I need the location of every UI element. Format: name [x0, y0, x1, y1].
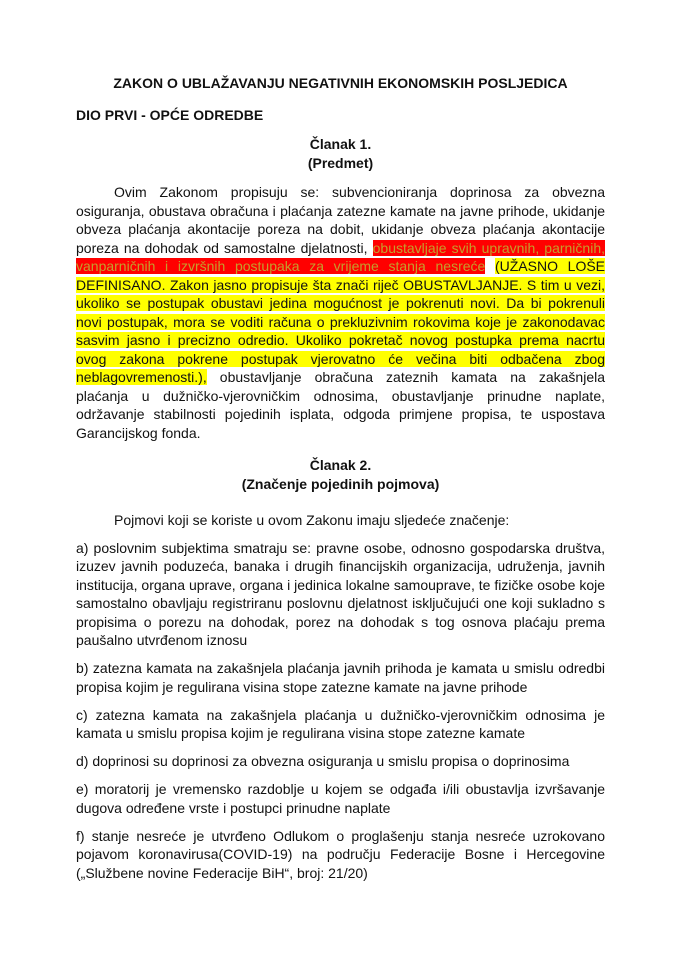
article-1-subtitle: (Predmet) — [307, 154, 374, 171]
definition-item: a) poslovnim subjektima smatraju se: pravne osobe, odnosno gospodarska društva, izuzev javnih poduzeća, banaka i drugih financijskih organizacija, udruženja, javnih institucija, organa uprave, organa i jedinica lokalne samouprave, te fizičke osobe koje samostalno obavljaju registriranu poslovnu djelatnost isključujući one koji sukladno s propisima o porezu na dohodak, porez na dohodak s tog osnova plaćaju prema paušalno utvrđenom iznosu — [76, 539, 605, 648]
document-content — [76, 74, 605, 892]
article-1-heading — [76, 135, 605, 172]
definitions-list — [76, 539, 605, 883]
definition-item: c) zatezna kamata na zakašnjela plaćanja u dužničko-vjerovničkim odnosima je kamata u smislu propisa kojim je regulirana visina stope zatezne kamate — [76, 706, 605, 741]
definition-item: d) doprinosi su doprinosi za obvezna osiguranja u smislu propisa o doprinosima — [76, 753, 570, 769]
document-title: ZAKON O UBLAŽAVANJU NEGATIVNIH EKONOMSKIH POSLJEDICA — [113, 75, 568, 91]
text-run — [485, 258, 495, 274]
text-run: obustavljanje obračuna zateznih kamata na zakašnjela plaćanja u dužničko-vjerovničkim odnosima, obustavljanje prinudne naplate, održavanje stabilnosti pojedinih isplata, odgoda primjene propisa, te uspostava Garancijskog fonda. — [76, 369, 605, 441]
definition-item: e) moratorij je vremensko razdoblje u kojem se odgađa i/ili obustavlja izvršavanje dugova određene vrste i postupci prinudne naplate — [76, 781, 605, 816]
definition-item: f) stanje nesreće je utvrđeno Odlukom o proglašenju stanja nesreće uzrokovano pojavom koronavirusa(COVID-19) na području Federacije Bosne i Hercegovine („Službene novine Federacije BiH“, broj: 21/20) — [76, 827, 605, 881]
article-1-number: Članak 1. — [309, 136, 372, 152]
article-2-heading — [76, 456, 605, 493]
part-heading: DIO PRVI - OPĆE ODREDBE — [76, 106, 264, 123]
definition-item: b) zatezna kamata na zakašnjela plaćanja javnih prihoda je kamata u smislu odredbi propisa kojim je regulirana visina stope zatezne kamate na javne prihode — [76, 660, 605, 695]
article-1-paragraph — [76, 183, 605, 442]
text-run: Ovim Zakonom propisuju se: subvencioniranja doprinosa za obvezna osiguranja, obustava obračuna i plaćanja zatezne kamate na javne prihode, ukidanje obveza plaćanja akontacije poreza na dobit, ukidanje obveza plaćanja akontacije poreza na dohodak od samostalne djelatnosti, — [76, 184, 605, 256]
article-2-intro: Pojmovi koji se koriste u ovom Zakonu imaju sljedeće značenje: — [114, 512, 510, 528]
article-2-subtitle: (Značenje pojedinih pojmova) — [241, 475, 440, 492]
red-highlight-run: obustavljaje svih upravnih, parničnih, vanparničnih i izvršnih postupaka za vrijeme stanja nesreće — [76, 239, 605, 274]
yellow-highlight-run: (UŽASNO LOŠE DEFINISANO. Zakon jasno propisuje šta znači riječ OBUSTAVLJANJE. S tim u vezi, ukoliko se postupak obustavi jedina mogućnost je pokrenuti novi. Da bi pokrenuli novi postupak, mora se voditi računa o prekluzivnim rokovima koje je zakonodavac sasvim jasno i precizno odredio. Ukoliko pokretač novog postupka prema nacrtu ovog zakona pokrene postupak vjerovatno će večina biti odbačena zbog neblagovremenosti.), — [76, 258, 606, 385]
article-2-number: Članak 2. — [309, 457, 372, 473]
